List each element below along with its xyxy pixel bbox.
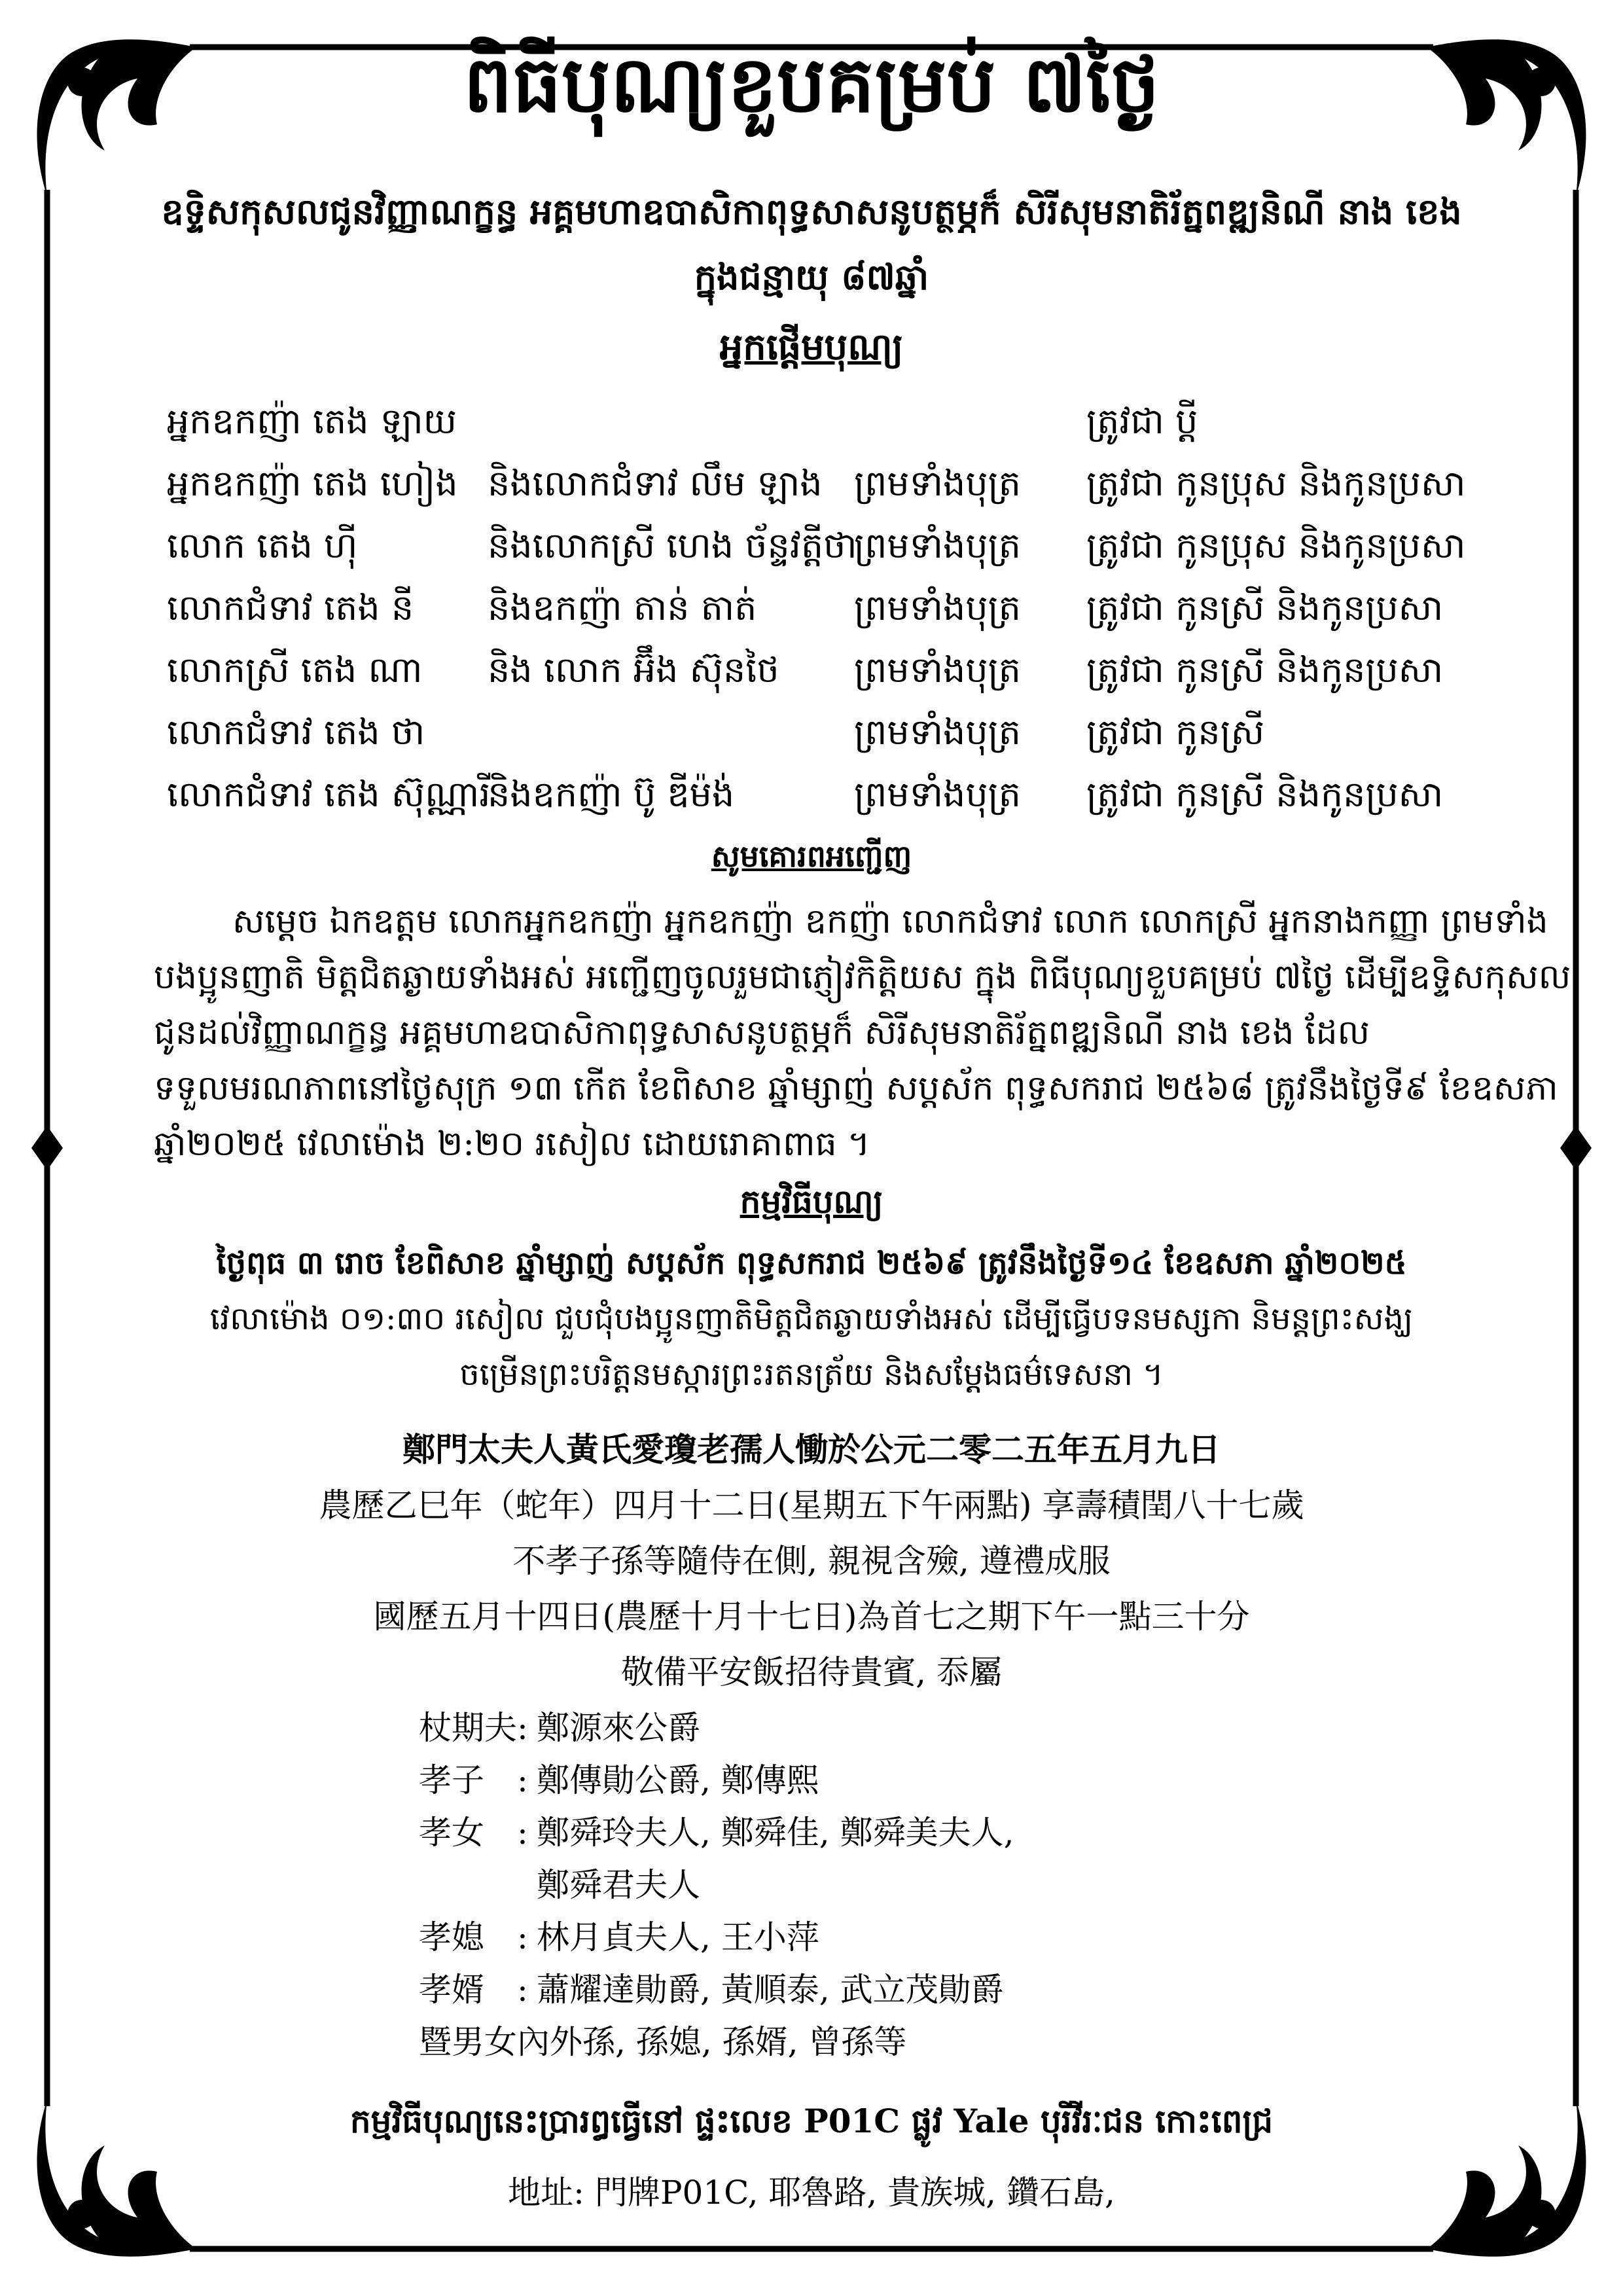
host-relation: ត្រូវជា កូនស្រី និងកូនប្រសា	[1086, 587, 1444, 628]
invite-line: ទទួលមរណភាពនៅថ្ងៃសុក្រ ១៣ កើត ខែពិសាខ ឆ្នាំម្សាញ់ សប្តស័ក ពុទ្ធសករាជ ២៥៦៨ ត្រូវនឹងថ្ងៃទី៩ ខែឧសភា	[154, 1069, 1558, 1108]
host-relation: ត្រូវជា ប្ដី	[1086, 401, 1198, 442]
host-name: លោកស្រី តេង ណា	[167, 649, 423, 691]
chinese-line: 不孝子孫等隨侍在側, 親視含殮, 遵禮成服	[512, 1542, 1111, 1580]
family-label: 孝婿 :	[419, 1971, 528, 2009]
venue-khmer: កម្មវិធីបុណ្យនេះប្រារព្ធធ្វើនៅ ផ្ទះលេខ P01C ផ្លូវ Yale បុរីវីរៈជន កោះពេជ្រ	[349, 2102, 1274, 2140]
invite-line: ជូនដល់វិញ្ញាណក្ខន្ធ អគ្គមហាឧបាសិកាពុទ្ធសាសនូបត្ថម្ភក៏ សិរីសុមនាតិរ័ត្នពឌ្ឍនិណី នាង ខេង ដែល	[154, 1013, 1370, 1052]
host-row	[0, 399, 1623, 458]
host-name: លោកជំទាវ តេង ថា	[167, 711, 425, 753]
host-with: ព្រមទាំងបុត្រ	[854, 587, 1021, 628]
program-line: វេលាម៉ោង ០១:៣០ រសៀល ជួបជុំបងប្អូនញាតិមិត្តជិតឆ្ងាយទាំងអស់ ដើម្បីធ្វើបទនមស្សកា និមន្តព្រះសង្ឃ	[209, 1300, 1414, 1337]
family-value: 鄭傳勛公爵, 鄭傳熙	[537, 1761, 819, 1799]
family-label: 孝女 :	[419, 1814, 528, 1852]
invite-heading: សូមគោរពអញ្ជើញ	[711, 838, 912, 874]
chinese-line: 鄭門太夫人黃氏愛瓊老孺人慟於公元二零二五年五月九日	[402, 1430, 1221, 1469]
page-title: ពិធីបុណ្យខួបគម្រប់ ៧ថ្ងៃ	[463, 39, 1160, 130]
dedication-line-2: ក្នុងជន្មាយុ ៨៧ឆ្នាំ	[694, 256, 929, 298]
family-label: 杖期夫:	[419, 1709, 528, 1747]
host-name: លោកជំទាវ តេង នី	[167, 587, 414, 628]
host-partner: និងលោកជំទាវ លឹម ឡាង	[488, 463, 823, 504]
host-name: លោក តេង ហ៊ី	[167, 525, 358, 566]
invite-line: បងប្អូនញាតិ មិត្តជិតឆ្ងាយទាំងអស់ អញ្ជើញចូលរួមជាភ្ញៀវកិត្តិយស ក្នុង ពិធីបុណ្យខួបគម្រប់ ៧ថ្ងៃ ដើម្បីឧទ្ទិសកុសល	[154, 958, 1571, 997]
host-relation: ត្រូវជា កូនស្រី	[1086, 711, 1265, 753]
host-name: អ្នកឧកញ៉ា តេង ឡាយ	[167, 401, 457, 442]
host-relation: ត្រូវជា កូនប្រុស និងកូនប្រសា	[1086, 463, 1466, 504]
host-relation: ត្រូវជា កូនប្រុស និងកូនប្រសា	[1086, 525, 1466, 566]
host-row	[0, 710, 1623, 769]
host-name: អ្នកឧកញ៉ា តេង ហៀង	[167, 463, 458, 504]
host-with: ព្រមទាំងបុត្រ	[854, 774, 1021, 815]
host-row	[0, 648, 1623, 707]
dedication-line-1: ឧទ្ទិសកុសលជូនវិញ្ញាណក្ខន្ធ អគ្គមហាឧបាសិកាពុទ្ធសាសនូបត្ថម្ភក៏ សិរីសុមនាតិរ័ត្នពឌ្ឍនិណី នាង ខេង	[161, 190, 1462, 232]
program-line: ចម្រើនព្រះបរិត្តនមស្ការព្រះរតនត្រ័យ និងសម្តែងធម៌ទេសនា ។	[459, 1356, 1164, 1393]
host-partner: និង លោក អ៊ឹង ស៊ុនថៃ	[488, 649, 779, 691]
host-with: ព្រមទាំងបុត្រ	[854, 525, 1021, 566]
hosts-heading: អ្នកផ្ដើមបុណ្យ	[719, 325, 904, 368]
host-with: ព្រមទាំងបុត្រ	[854, 463, 1021, 504]
chinese-line: 國歷五月十四日(農歷十月十七日)為首七之期下午一點三十分	[373, 1598, 1250, 1636]
invite-line: ឆ្នាំ២០២៥ វេលាម៉ោង ២:២០ រសៀល ដោយរោគាពាធ ។	[154, 1124, 870, 1164]
family-value: 林月貞夫人, 王小萍	[537, 1918, 819, 1956]
host-name: លោកជំទាវ តេង ស៊ុណ្ណារី	[167, 774, 491, 815]
family-label: 孝子 :	[419, 1761, 528, 1799]
host-partner: និងឧកញ៉ា តាន់ តាត់	[488, 587, 757, 628]
host-row	[0, 524, 1623, 583]
family-footer: 暨男女內外孫, 孫媳, 孫婿, 曾孫等	[419, 2023, 907, 2061]
family-value: 鄭源來公爵	[537, 1709, 700, 1747]
host-row	[0, 586, 1623, 645]
family-value: 蕭耀達勛爵, 黃順泰, 武立茂勛爵	[537, 1971, 1004, 2009]
invite-line: សម្ដេច ឯកឧត្តម លោកអ្នកឧកញ៉ា អ្នកឧកញ៉ា ឧកញ៉ា លោកជំទាវ លោក លោកស្រី អ្នកនាងកញ្ញា ព្រមទាំង	[232, 902, 1548, 941]
host-row	[0, 772, 1623, 831]
chinese-line: 敬備平安飯招待貴賓, 忝屬	[621, 1653, 1002, 1691]
host-row	[0, 461, 1623, 520]
host-relation: ត្រូវជា កូនស្រី និងកូនប្រសា	[1086, 649, 1444, 691]
host-with: ព្រមទាំងបុត្រ	[854, 711, 1021, 753]
family-value: 鄭舜君夫人	[537, 1866, 700, 1904]
host-with: ព្រមទាំងបុត្រ	[854, 649, 1021, 691]
family-value: 鄭舜玲夫人, 鄭舜佳, 鄭舜美夫人,	[537, 1814, 1014, 1852]
host-relation: ត្រូវជា កូនស្រី និងកូនប្រសា	[1086, 774, 1444, 815]
program-line: ថ្ងៃពុធ ៣ រោច ខែពិសាខ ឆ្នាំម្សាញ់ សប្តស័ក ពុទ្ធសករាជ ២៥៦៩ ត្រូវនឹងថ្ងៃទី១៤ ខែឧសភា ឆ្នាំ២០២៥	[216, 1245, 1407, 1282]
chinese-line: 農歷乙巳年（蛇年）四月十二日(星期五下午兩點) 享壽積閏八十七歲	[319, 1486, 1304, 1524]
venue-chinese: 地址: 門牌P01C, 耶魯路, 貴族城, 鑽石島,	[508, 2174, 1115, 2212]
program-heading: កម្មវិធីបុណ្យ	[740, 1182, 883, 1221]
host-partner: និងលោកស្រី ហេង ច័ន្ទវត្តីថា	[488, 525, 857, 566]
host-partner: និងឧកញ៉ា ប៊ូ ឌីម៉ង់	[488, 774, 735, 815]
family-label: 孝媳 :	[419, 1918, 528, 1956]
